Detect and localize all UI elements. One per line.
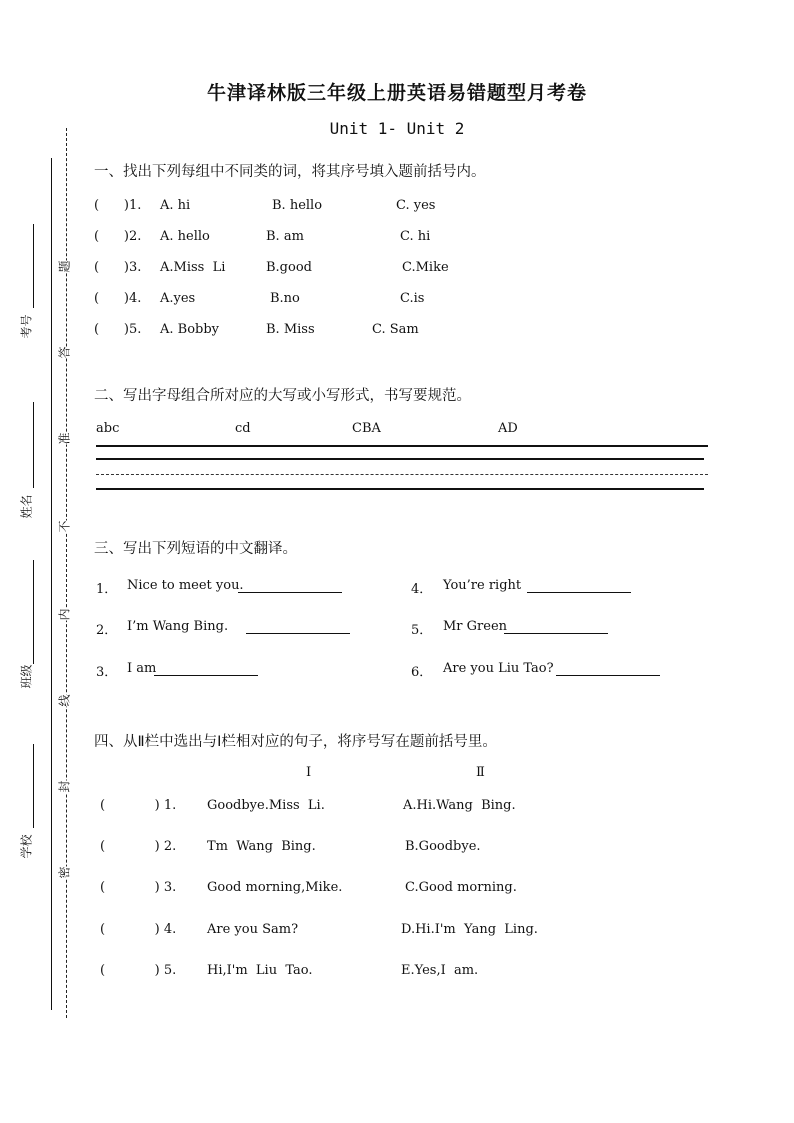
s3-item-text: Nice to meet you. bbox=[127, 578, 244, 593]
s3-answer-blank[interactable] bbox=[556, 663, 660, 676]
s2-letters-1: abc bbox=[96, 421, 120, 436]
name-write-line[interactable] bbox=[33, 402, 34, 488]
s1-q1-option-c: C. yes bbox=[396, 198, 436, 213]
s1-q4-bracket[interactable]: ( )4. bbox=[94, 291, 142, 306]
s3-item-num: 4． bbox=[411, 582, 433, 597]
seal-char: 题 bbox=[57, 260, 72, 273]
s3-item-text: I’m Wang Bing. bbox=[127, 619, 229, 634]
s1-q4-option-c: C.is bbox=[400, 291, 425, 306]
seal-char: 密 bbox=[57, 866, 72, 879]
column-two-header: Ⅱ bbox=[476, 765, 485, 780]
s1-q2-option-b: B. am bbox=[266, 229, 304, 244]
s4-sentence-right: B.Goodbye. bbox=[405, 839, 481, 854]
section1-heading: 一、找出下列每组中不同类的词，将其序号填入题前括号内。 bbox=[94, 164, 486, 180]
s3-item-num: 2． bbox=[96, 623, 118, 638]
s1-q2-option-a: A. hello bbox=[160, 229, 210, 244]
class-label: 班级 bbox=[19, 664, 34, 689]
s3-item-text: I am bbox=[127, 661, 157, 676]
s3-item-text: You’re right bbox=[443, 578, 522, 593]
section4-heading: 四、从Ⅱ栏中选出与Ⅰ栏相对应的句子，将序号写在题前括号里。 bbox=[94, 734, 497, 750]
s3-answer-blank[interactable] bbox=[527, 580, 631, 593]
section2-heading: 二、写出字母组合所对应的大写或小写形式，书写要规范。 bbox=[94, 388, 471, 404]
s2-letters-4: AD bbox=[498, 421, 518, 436]
s1-q4-option-b: B.no bbox=[270, 291, 300, 306]
writing-line-dashed[interactable] bbox=[96, 474, 708, 475]
s4-bracket[interactable]: ( ) 5. bbox=[100, 963, 177, 978]
s3-item-num: 6． bbox=[411, 665, 433, 680]
s3-item-text: Mr Green bbox=[443, 619, 508, 634]
name-label: 姓名 bbox=[19, 494, 34, 519]
s4-sentence-left: Are you Sam? bbox=[207, 922, 299, 937]
seal-char: 不 bbox=[57, 520, 72, 533]
class-write-line[interactable] bbox=[33, 560, 34, 664]
s4-sentence-left: Tm Wang Bing. bbox=[207, 839, 316, 854]
writing-line-middle[interactable] bbox=[96, 458, 704, 460]
s4-sentence-right: D.Hi.I'm Yang Ling. bbox=[401, 922, 538, 937]
school-label: 学校 bbox=[19, 834, 34, 859]
writing-line-bottom[interactable] bbox=[96, 488, 704, 490]
writing-line-top[interactable] bbox=[96, 445, 708, 447]
s4-sentence-left: Hi,I'm Liu Tao. bbox=[207, 963, 313, 978]
s3-item-text: Are you Liu Tao? bbox=[443, 661, 554, 676]
s4-sentence-right: E.Yes,I am. bbox=[401, 963, 479, 978]
section3-heading: 三、写出下列短语的中文翻译。 bbox=[94, 541, 297, 557]
s4-sentence-left: Good morning,Mike. bbox=[207, 880, 343, 895]
s1-q2-bracket[interactable]: ( )2. bbox=[94, 229, 142, 244]
s4-bracket[interactable]: ( ) 3. bbox=[100, 880, 177, 895]
school-write-line[interactable] bbox=[33, 744, 34, 828]
s1-q5-bracket[interactable]: ( )5. bbox=[94, 322, 142, 337]
seal-char: 线 bbox=[57, 694, 72, 707]
exam-number-write-line[interactable] bbox=[33, 224, 34, 308]
s4-bracket[interactable]: ( ) 4. bbox=[100, 922, 177, 937]
s1-q3-option-b: B.good bbox=[266, 260, 312, 275]
s1-q4-option-a: A.yes bbox=[160, 291, 196, 306]
s3-item-num: 1． bbox=[96, 582, 118, 597]
s2-letters-2: cd bbox=[235, 421, 251, 436]
s1-q5-option-c: C. Sam bbox=[372, 322, 419, 337]
s3-answer-blank[interactable] bbox=[246, 621, 350, 634]
binding-solid-line bbox=[51, 158, 52, 1010]
seal-char: 准 bbox=[57, 432, 72, 445]
exam-number-label: 考号 bbox=[19, 314, 34, 339]
s3-answer-blank[interactable] bbox=[504, 621, 608, 634]
s1-q1-option-b: B. hello bbox=[272, 198, 323, 213]
s1-q2-option-c: C. hi bbox=[400, 229, 431, 244]
s1-q3-option-c: C.Mike bbox=[402, 260, 449, 275]
s3-answer-blank[interactable] bbox=[238, 580, 342, 593]
s1-q1-bracket[interactable]: ( )1. bbox=[94, 198, 142, 213]
s4-sentence-left: Goodbye.Miss Li. bbox=[207, 798, 325, 813]
column-one-header: Ⅰ bbox=[306, 765, 312, 780]
s1-q5-option-b: B. Miss bbox=[266, 322, 315, 337]
seal-char: 封 bbox=[57, 780, 72, 793]
s3-answer-blank[interactable] bbox=[154, 663, 258, 676]
s3-item-num: 5． bbox=[411, 623, 433, 638]
s1-q3-option-a: A.Miss Li bbox=[160, 260, 226, 275]
s1-q5-option-a: A. Bobby bbox=[160, 322, 220, 337]
s3-item-num: 3． bbox=[96, 665, 118, 680]
s4-bracket[interactable]: ( ) 2. bbox=[100, 839, 177, 854]
s2-letters-3: CBA bbox=[352, 421, 381, 436]
s4-bracket[interactable]: ( ) 1. bbox=[100, 798, 177, 813]
seal-char: 内 bbox=[57, 608, 72, 621]
s1-q1-option-a: A. hi bbox=[160, 198, 191, 213]
s4-sentence-right: C.Good morning. bbox=[405, 880, 517, 895]
seal-char: 答 bbox=[57, 346, 72, 359]
exam-subtitle: Unit 1- Unit 2 bbox=[329, 119, 465, 138]
exam-title: 牛津译林版三年级上册英语易错题型月考卷 bbox=[206, 82, 587, 104]
s1-q3-bracket[interactable]: ( )3. bbox=[94, 260, 142, 275]
s4-sentence-right: A.Hi.Wang Bing. bbox=[403, 798, 516, 813]
